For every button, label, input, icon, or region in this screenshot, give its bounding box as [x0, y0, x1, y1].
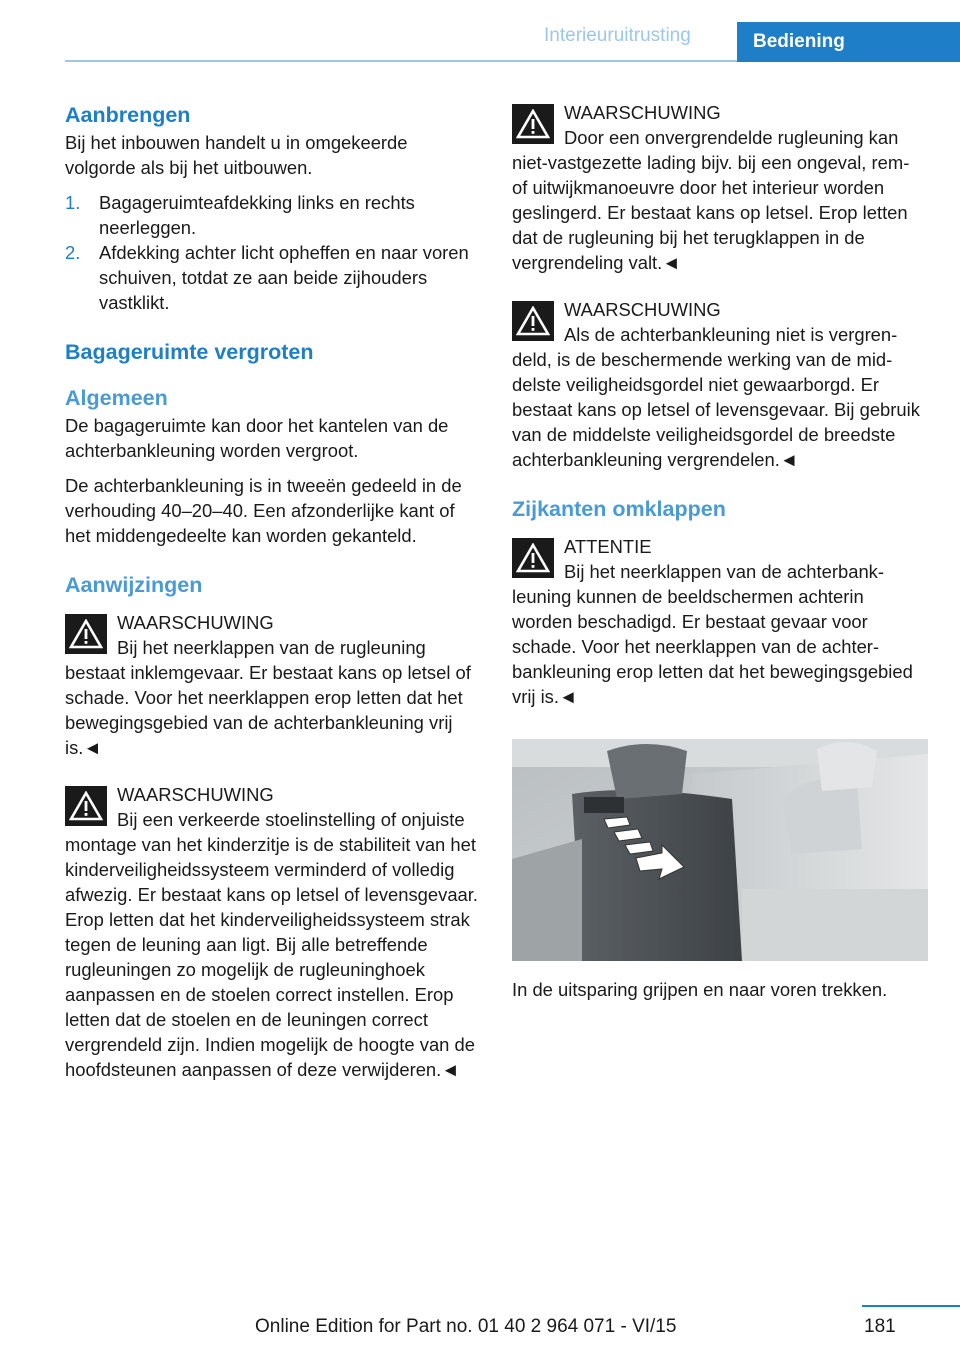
paragraph-aanbrengen: Bij het inbouwen handelt u in omgekeerde volgorde als bij het uitbouwen. [65, 132, 408, 178]
warning-title: WAARSCHUWING [564, 299, 721, 320]
warning-block [65, 610, 481, 760]
paragraph-algemeen-2: De achterbankleuning is in tweeën gedeeld in de verhouding 40–20–40. Een afzonderlijke kant of het middengedeelte kan worden gekanteld. [65, 475, 462, 546]
rear-seat-illustration [512, 739, 928, 961]
warning-block [512, 297, 928, 472]
heading-algemeen: Algemeen [65, 386, 168, 410]
header-chapter-tab: Bediening [737, 22, 960, 62]
attention-block [512, 534, 928, 709]
heading-zijkanten-omklappen: Zijkanten omklappen [512, 497, 726, 521]
warning-triangle-icon [65, 614, 107, 654]
left-column [65, 100, 481, 1082]
attention-title: ATTENTIE [564, 536, 652, 557]
warning-title: WAARSCHUWING [117, 612, 274, 633]
warning-text: Bij een verkeerde stoelinstelling of onjuiste montage van het kinderzitje is de stabiliteit van het kinderveiligheidssysteem verminderd of volledig afwezig. Er bestaat kans op letsel of levensgevaar. Erop letten dat het kinderveiligheidssysteem strak tegen de leuning aan ligt. Bij alle betreffende rugleuningen zo mogelijk de rugleuninghoek aanpassen en de stoelen correct instellen. Erop letten dat de stoelen en de leuningen correct vergrendeld zijn. Indien mogelijk de hoogte van de hoofdsteunen aanpassen of deze verwijderen.◄ [65, 809, 479, 1080]
image-caption: In de uitsparing grijpen en naar voren trekken. [512, 979, 888, 1000]
steps-list [65, 190, 481, 315]
list-item [65, 190, 481, 240]
warning-block [65, 782, 481, 1082]
warning-title: WAARSCHUWING [117, 784, 274, 805]
warning-triangle-icon [512, 104, 554, 144]
right-column [512, 100, 928, 1002]
warning-block [512, 100, 928, 275]
warning-title: WAARSCHUWING [564, 102, 721, 123]
heading-aanbrengen: Aanbrengen [65, 103, 191, 127]
step-text: Afdekking achter licht opheffen en naar voren schuiven, totdat ze aan beide zijhouders vastklikt. [99, 242, 469, 313]
footer-edition: Online Edition for Part no. 01 40 2 964 071 - VI/15 [255, 1316, 677, 1337]
list-item [65, 240, 481, 315]
page-number: 181 [864, 1316, 896, 1337]
warning-triangle-icon [512, 538, 554, 578]
attention-text: Bij het neerklappen van de achterbankleuning kunnen de beeldschermen achterin worden beschadigd. Er bestaat gevaar voor schade. Voor het neerklappen van de achterbankleuning erop letten dat het bewegingsgebied vrij is.◄ [512, 561, 913, 707]
heading-aanwijzingen: Aanwijzingen [65, 573, 203, 597]
step-number: 1. [65, 192, 81, 213]
heading-bagageruimte-vergroten: Bagageruimte vergroten [65, 340, 314, 364]
warning-triangle-icon [65, 786, 107, 826]
warning-triangle-icon [512, 301, 554, 341]
step-number: 2. [65, 242, 81, 263]
step-text: Bagageruimteafdekking links en rechts neerleggen. [99, 192, 415, 238]
warning-text: Bij het neerklappen van de rugleuning bestaat inklemgevaar. Er bestaat kans op letsel of schade. Voor het neerklappen erop letten dat het bewegingsgebied van de achterbankleuning vrij is.◄ [65, 637, 471, 758]
header-section-title: Interieuruitrusting [544, 25, 691, 46]
paragraph-algemeen-1: De bagageruimte kan door het kantelen van de achterbankleuning worden vergroot. [65, 415, 449, 461]
footer-rule [862, 1305, 960, 1307]
warning-text: Door een onvergrendelde rugleuning kan niet-vastgezette lading bijv. bij een ongeval, rem- of uitwijkmanoeuvre door het interieur worden geslingerd. Er bestaat kans op letsel. Erop letten dat de rugleuning bij het terugklappen in de vergrendeling valt.◄ [512, 127, 910, 273]
warning-text: Als de achterbankleuning niet is vergrendeld, is de beschermende werking van de middelste veiligheidsgordel niet gewaarborgd. Er bestaat kans op letsel of levensgevaar. Bij gebruik van de middelste veiligheidsgordel de breedste achterbankleuning vergrendelen.◄ [512, 324, 920, 470]
